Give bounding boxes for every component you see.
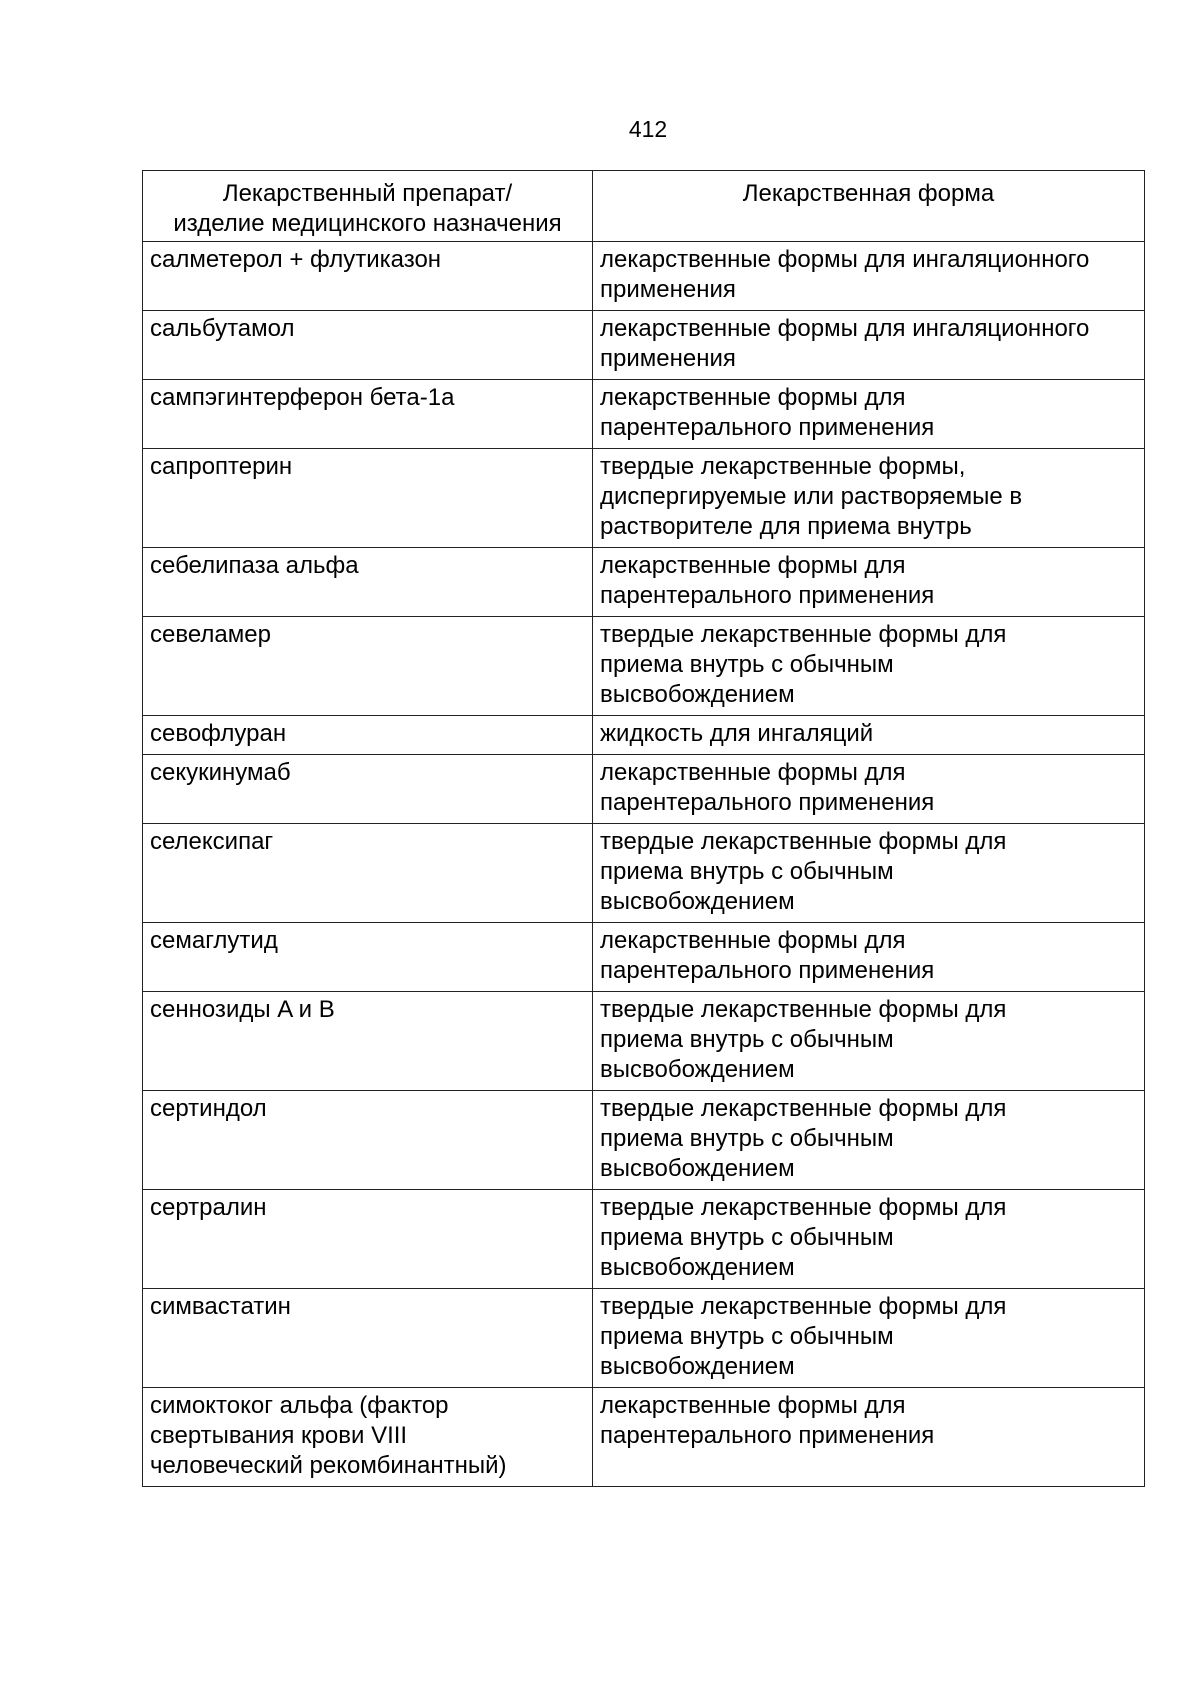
dosage-form-cell: лекарственные формы для ингаляционного применения	[593, 311, 1145, 380]
drug-name-cell: семаглутид	[143, 923, 593, 992]
table-row	[143, 824, 1145, 923]
page-number: 412	[628, 116, 668, 142]
drug-name-cell: севофлуран	[143, 716, 593, 755]
drug-name-cell: севеламер	[143, 617, 593, 716]
dosage-form-cell: твердые лекарственные формы, диспергируемые или растворяемые в растворителе для приема внутрь	[593, 449, 1145, 548]
dosage-form-cell: лекарственные формы для парентерального применения	[593, 923, 1145, 992]
table-row	[143, 311, 1145, 380]
dosage-form-cell: лекарственные формы для ингаляционного применения	[593, 242, 1145, 311]
table-header	[143, 171, 1145, 242]
drug-name-cell: сальбутамол	[143, 311, 593, 380]
drug-name-cell: сертралин	[143, 1190, 593, 1289]
table-row	[143, 1289, 1145, 1388]
table-row	[143, 380, 1145, 449]
table-row	[143, 755, 1145, 824]
dosage-form-cell: твердые лекарственные формы для приема внутрь с обычным высвобождением	[593, 824, 1145, 923]
header-row	[143, 171, 1145, 242]
header-drug-name: Лекарственный препарат/ изделие медицинского назначения	[143, 171, 593, 242]
drug-name-cell: сапроптерин	[143, 449, 593, 548]
dosage-form-cell: твердые лекарственные формы для приема внутрь с обычным высвобождением	[593, 992, 1145, 1091]
drug-name-cell: сеннозиды A и B	[143, 992, 593, 1091]
table-row	[143, 548, 1145, 617]
dosage-form-cell: лекарственные формы для парентерального применения	[593, 380, 1145, 449]
table-row	[143, 923, 1145, 992]
drug-name-cell: сампэгинтерферон бета-1а	[143, 380, 593, 449]
dosage-form-cell: жидкость для ингаляций	[593, 716, 1145, 755]
dosage-form-cell: лекарственные формы для парентерального применения	[593, 755, 1145, 824]
table-row	[143, 242, 1145, 311]
drug-name-cell: симвастатин	[143, 1289, 593, 1388]
dosage-form-cell: лекарственные формы для парентерального применения	[593, 548, 1145, 617]
table-row	[143, 449, 1145, 548]
header-dosage-form: Лекарственная форма	[593, 171, 1145, 242]
dosage-form-cell: твердые лекарственные формы для приема внутрь с обычным высвобождением	[593, 1289, 1145, 1388]
table-row	[143, 1190, 1145, 1289]
dosage-form-cell: твердые лекарственные формы для приема внутрь с обычным высвобождением	[593, 1190, 1145, 1289]
dosage-form-cell: лекарственные формы для парентерального применения	[593, 1388, 1145, 1487]
drug-name-cell: симоктоког альфа (фактор свертывания крови VIII человеческий рекомбинантный)	[143, 1388, 593, 1487]
table-row	[143, 1388, 1145, 1487]
dosage-form-cell: твердые лекарственные формы для приема внутрь с обычным высвобождением	[593, 1091, 1145, 1190]
drug-table	[142, 170, 1145, 1487]
table-row	[143, 992, 1145, 1091]
drug-name-cell: сертиндол	[143, 1091, 593, 1190]
table-row	[143, 716, 1145, 755]
table-body	[143, 242, 1145, 1487]
table-row	[143, 1091, 1145, 1190]
table-row	[143, 617, 1145, 716]
drug-name-cell: себелипаза альфа	[143, 548, 593, 617]
drug-name-cell: секукинумаб	[143, 755, 593, 824]
drug-name-cell: салметерол + флутиказон	[143, 242, 593, 311]
dosage-form-cell: твердые лекарственные формы для приема внутрь с обычным высвобождением	[593, 617, 1145, 716]
drug-name-cell: селексипаг	[143, 824, 593, 923]
